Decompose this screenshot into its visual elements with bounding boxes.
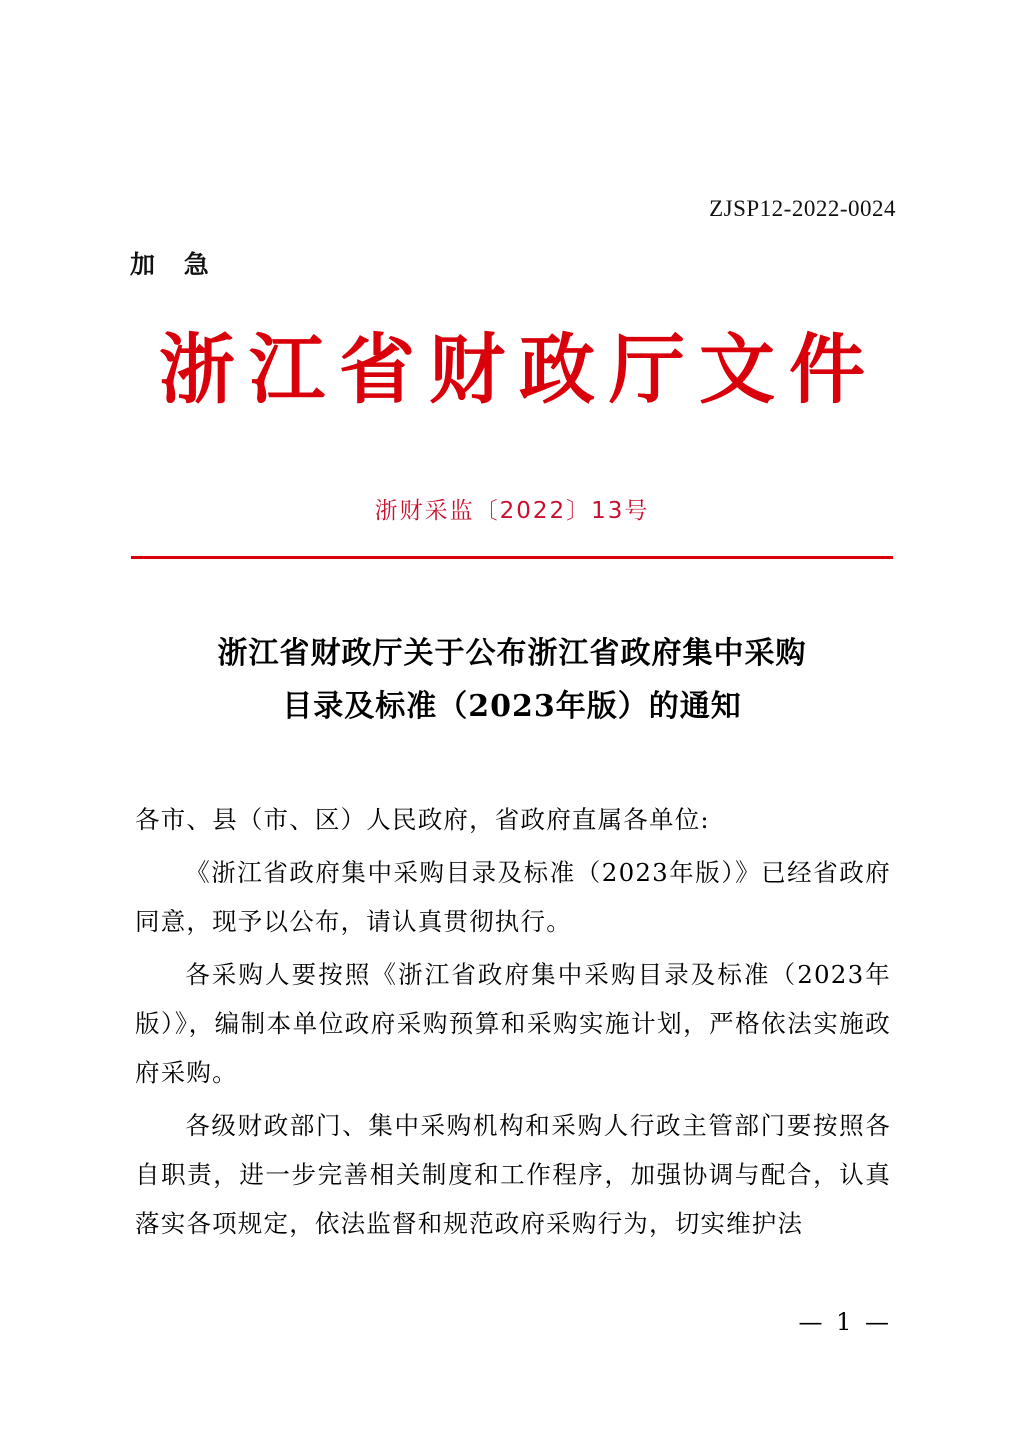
masthead-organization: 浙江省财政厅文件 bbox=[159, 325, 879, 414]
page-number: — 1 — bbox=[798, 1308, 892, 1336]
document-body bbox=[135, 795, 891, 1252]
salutation: 各市、县（市、区）人民政府，省政府直属各单位: bbox=[135, 805, 710, 834]
title-line-2: 目录及标准（2023年版）的通知 bbox=[282, 688, 742, 724]
issue-number: 浙财采监〔2022〕13号 bbox=[374, 498, 650, 524]
body-paragraph: 《浙江省政府集中采购目录及标准（2023年版）》已经省政府同意，现予以公布，请认真贯彻执行。 bbox=[135, 858, 891, 936]
urgency-label: 加 急 bbox=[130, 250, 219, 279]
body-paragraph: 各采购人要按照《浙江省政府集中采购目录及标准（2023年版）》，编制本单位政府采购预算和采购实施计划，严格依法实施政府采购。 bbox=[135, 960, 891, 1087]
document-title bbox=[140, 628, 884, 733]
title-line-1: 浙江省财政厅关于公布浙江省政府集中采购 bbox=[217, 636, 807, 671]
red-divider-rule bbox=[131, 556, 893, 559]
document-number: ZJSP12-2022-0024 bbox=[709, 196, 896, 221]
body-paragraph: 各级财政部门、集中采购机构和采购人行政主管部门要按照各自职责，进一步完善相关制度和工作程序，加强协调与配合，认真落实各项规定，依法监督和规范政府采购行为，切实维护法 bbox=[135, 1111, 891, 1238]
